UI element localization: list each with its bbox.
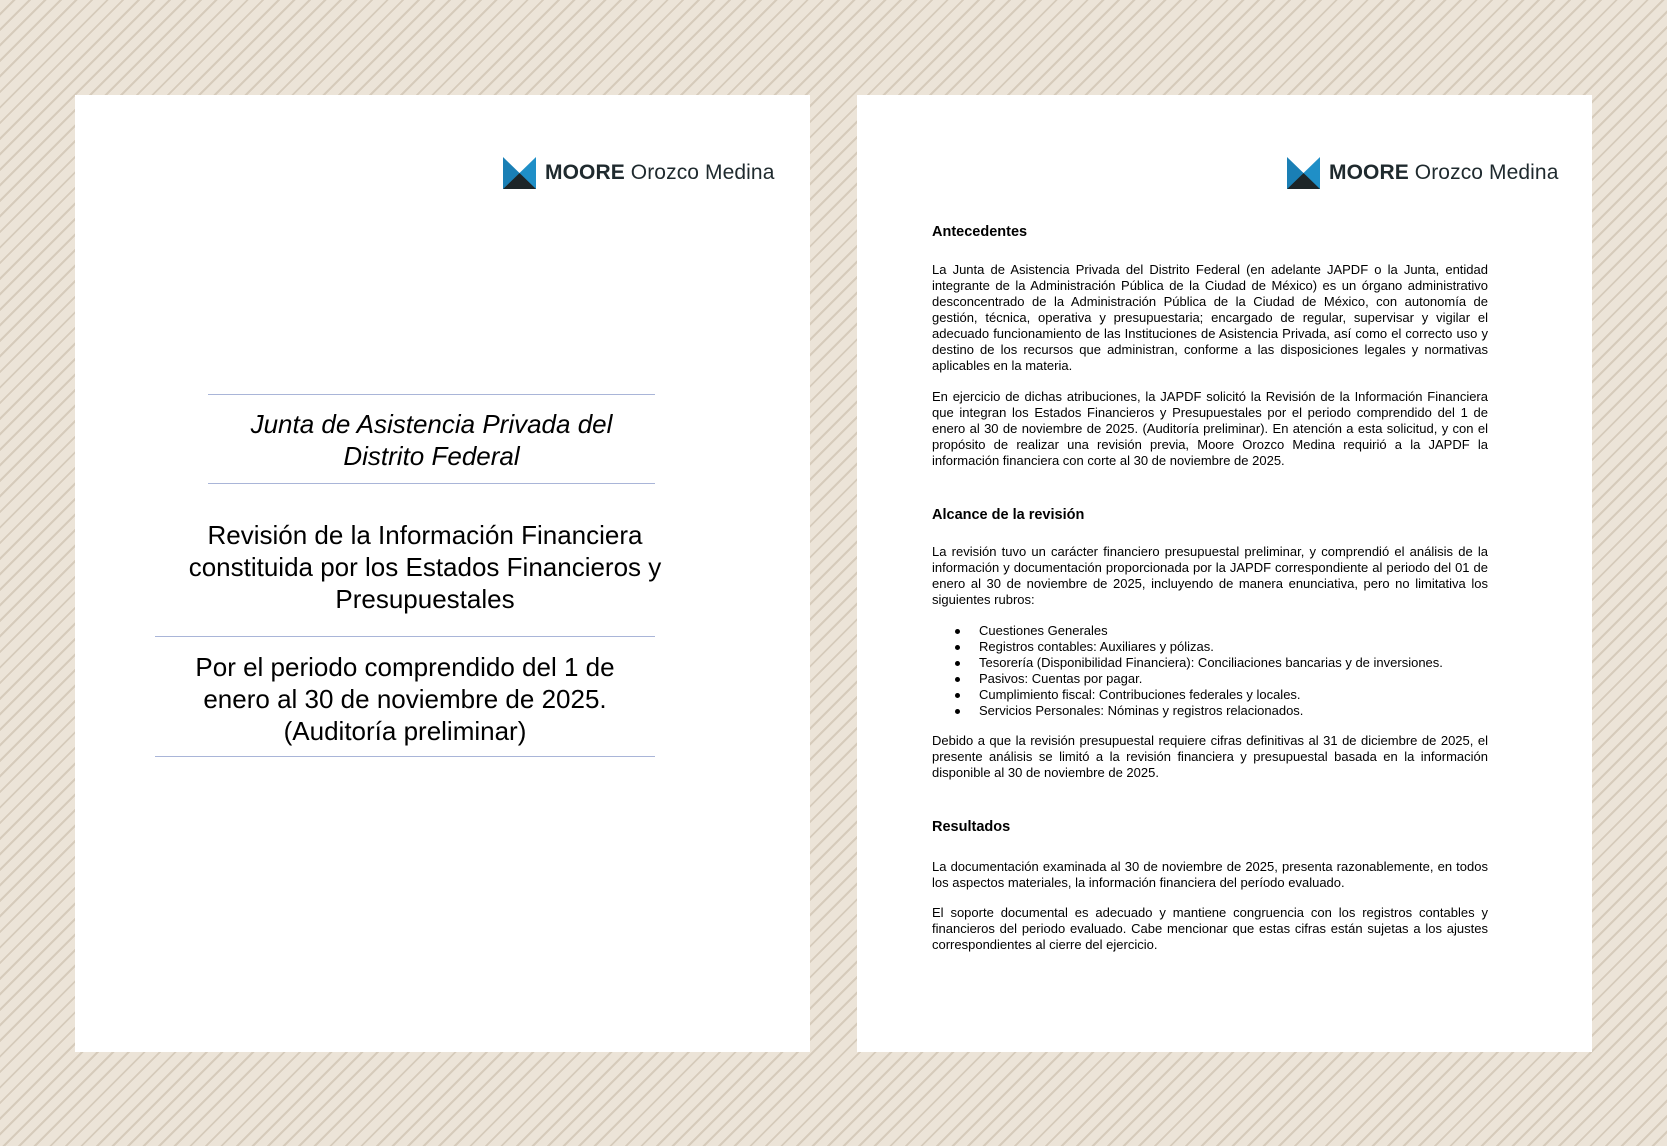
cover-period — [155, 651, 655, 747]
logo-brand-bold: MOORE — [545, 161, 625, 184]
cover-entity-title: Junta de Asistencia Privada del Distrito Federal — [250, 409, 613, 471]
company-logo — [503, 157, 774, 189]
content-page — [857, 95, 1592, 1052]
alcance-paragraph-1: La revisión tuvo un carácter financiero presupuestal preliminar, y comprendió el análisis de la información y documentación proporcionada por la JAPDF correspondiente al periodo del 01 de enero al 30 de noviembre de 2025, incluyendo de manera enunciativa, pero no limitativa los siguientes rubros: — [932, 544, 1488, 607]
antecedentes-paragraph-2: En ejercicio de dichas atribuciones, la JAPDF solicitó la Revisión de la Información Financiera que integran los Estados Financieros y Presupuestales por el periodo comprendido del 1 de enero al 30 de noviembre de 2025. (Auditoría preliminar). En atención a esta solicitud, y con el propósito de realizar una revisión previa, Moore Orozco Medina requirió a la JAPDF la información financiera con corte al 30 de noviembre de 2025. — [932, 389, 1488, 468]
antecedentes-paragraph-1: La Junta de Asistencia Privada del Distrito Federal (en adelante JAPDF o la Junta, entidad integrante de la Administración Pública de la Ciudad de México) es un órgano administrativo desconcentrado de la Administración Pública de la Ciudad de México, con autonomía de gestión, técnica, operativa y presupuestaria; encargado de regular, supervisar y vigilar el adecuado funcionamiento de las Instituciones de Asistencia Privada, así como el correcto uso y destino de los recursos que administran, conforme a las disposiciones legales y normativas aplicables en la materia. — [932, 262, 1488, 373]
company-logo — [1287, 157, 1558, 189]
logo-brand-light: Orozco Medina — [630, 161, 775, 184]
divider-line — [155, 636, 655, 637]
divider-line — [155, 756, 655, 757]
list-item: Registros contables: Auxiliares y pólizas. — [955, 639, 1443, 655]
alcance-paragraph-2: Debido a que la revisión presupuestal requiere cifras definitivas al 31 de diciembre de 2025, el presente análisis se limitó a la revisión financiera y presupuestal basada en la información disponible al 30 de noviembre de 2025. — [932, 733, 1488, 780]
cover-period-line: enero al 30 de noviembre de 2025. — [203, 684, 607, 714]
list-item: Cumplimiento fiscal: Contribuciones federales y locales. — [955, 687, 1443, 703]
cover-period-line: Por el periodo comprendido del 1 de — [195, 652, 615, 682]
cover-period-line: (Auditoría preliminar) — [283, 716, 527, 746]
resultados-paragraph-1: La documentación examinada al 30 de noviembre de 2025, presenta razonablemente, en todos los aspectos materiales, la información financiera del período evaluado. — [932, 859, 1488, 890]
divider-line — [208, 483, 655, 484]
cover-report-title: Revisión de la Información Financiera constituida por los Estados Financieros y Presupuestales — [188, 520, 662, 614]
cover-page — [75, 95, 810, 1052]
list-item: Tesorería (Disponibilidad Financiera): Conciliaciones bancarias y de inversiones. — [955, 655, 1443, 671]
divider-line — [208, 394, 655, 395]
resultados-paragraph-2: El soporte documental es adecuado y mantiene congruencia con los registros contables y financieros del periodo evaluado. Cabe mencionar que estas cifras están sujetas a los ajustes correspondientes al cierre del ejercicio. — [932, 905, 1488, 952]
logo-brand-bold: MOORE — [1329, 161, 1409, 184]
list-item: Servicios Personales: Nóminas y registros relacionados. — [955, 703, 1443, 719]
section-heading-antecedentes: Antecedentes — [932, 224, 1028, 240]
moore-logo-icon — [1287, 157, 1320, 189]
moore-logo-icon — [503, 157, 536, 189]
list-item: Cuestiones Generales — [955, 623, 1443, 639]
section-heading-resultados: Resultados — [932, 819, 1011, 835]
logo-brand-light: Orozco Medina — [1414, 161, 1559, 184]
section-heading-alcance: Alcance de la revisión — [932, 507, 1085, 523]
alcance-bullet-list — [955, 623, 1443, 719]
list-item: Pasivos: Cuentas por pagar. — [955, 671, 1443, 687]
